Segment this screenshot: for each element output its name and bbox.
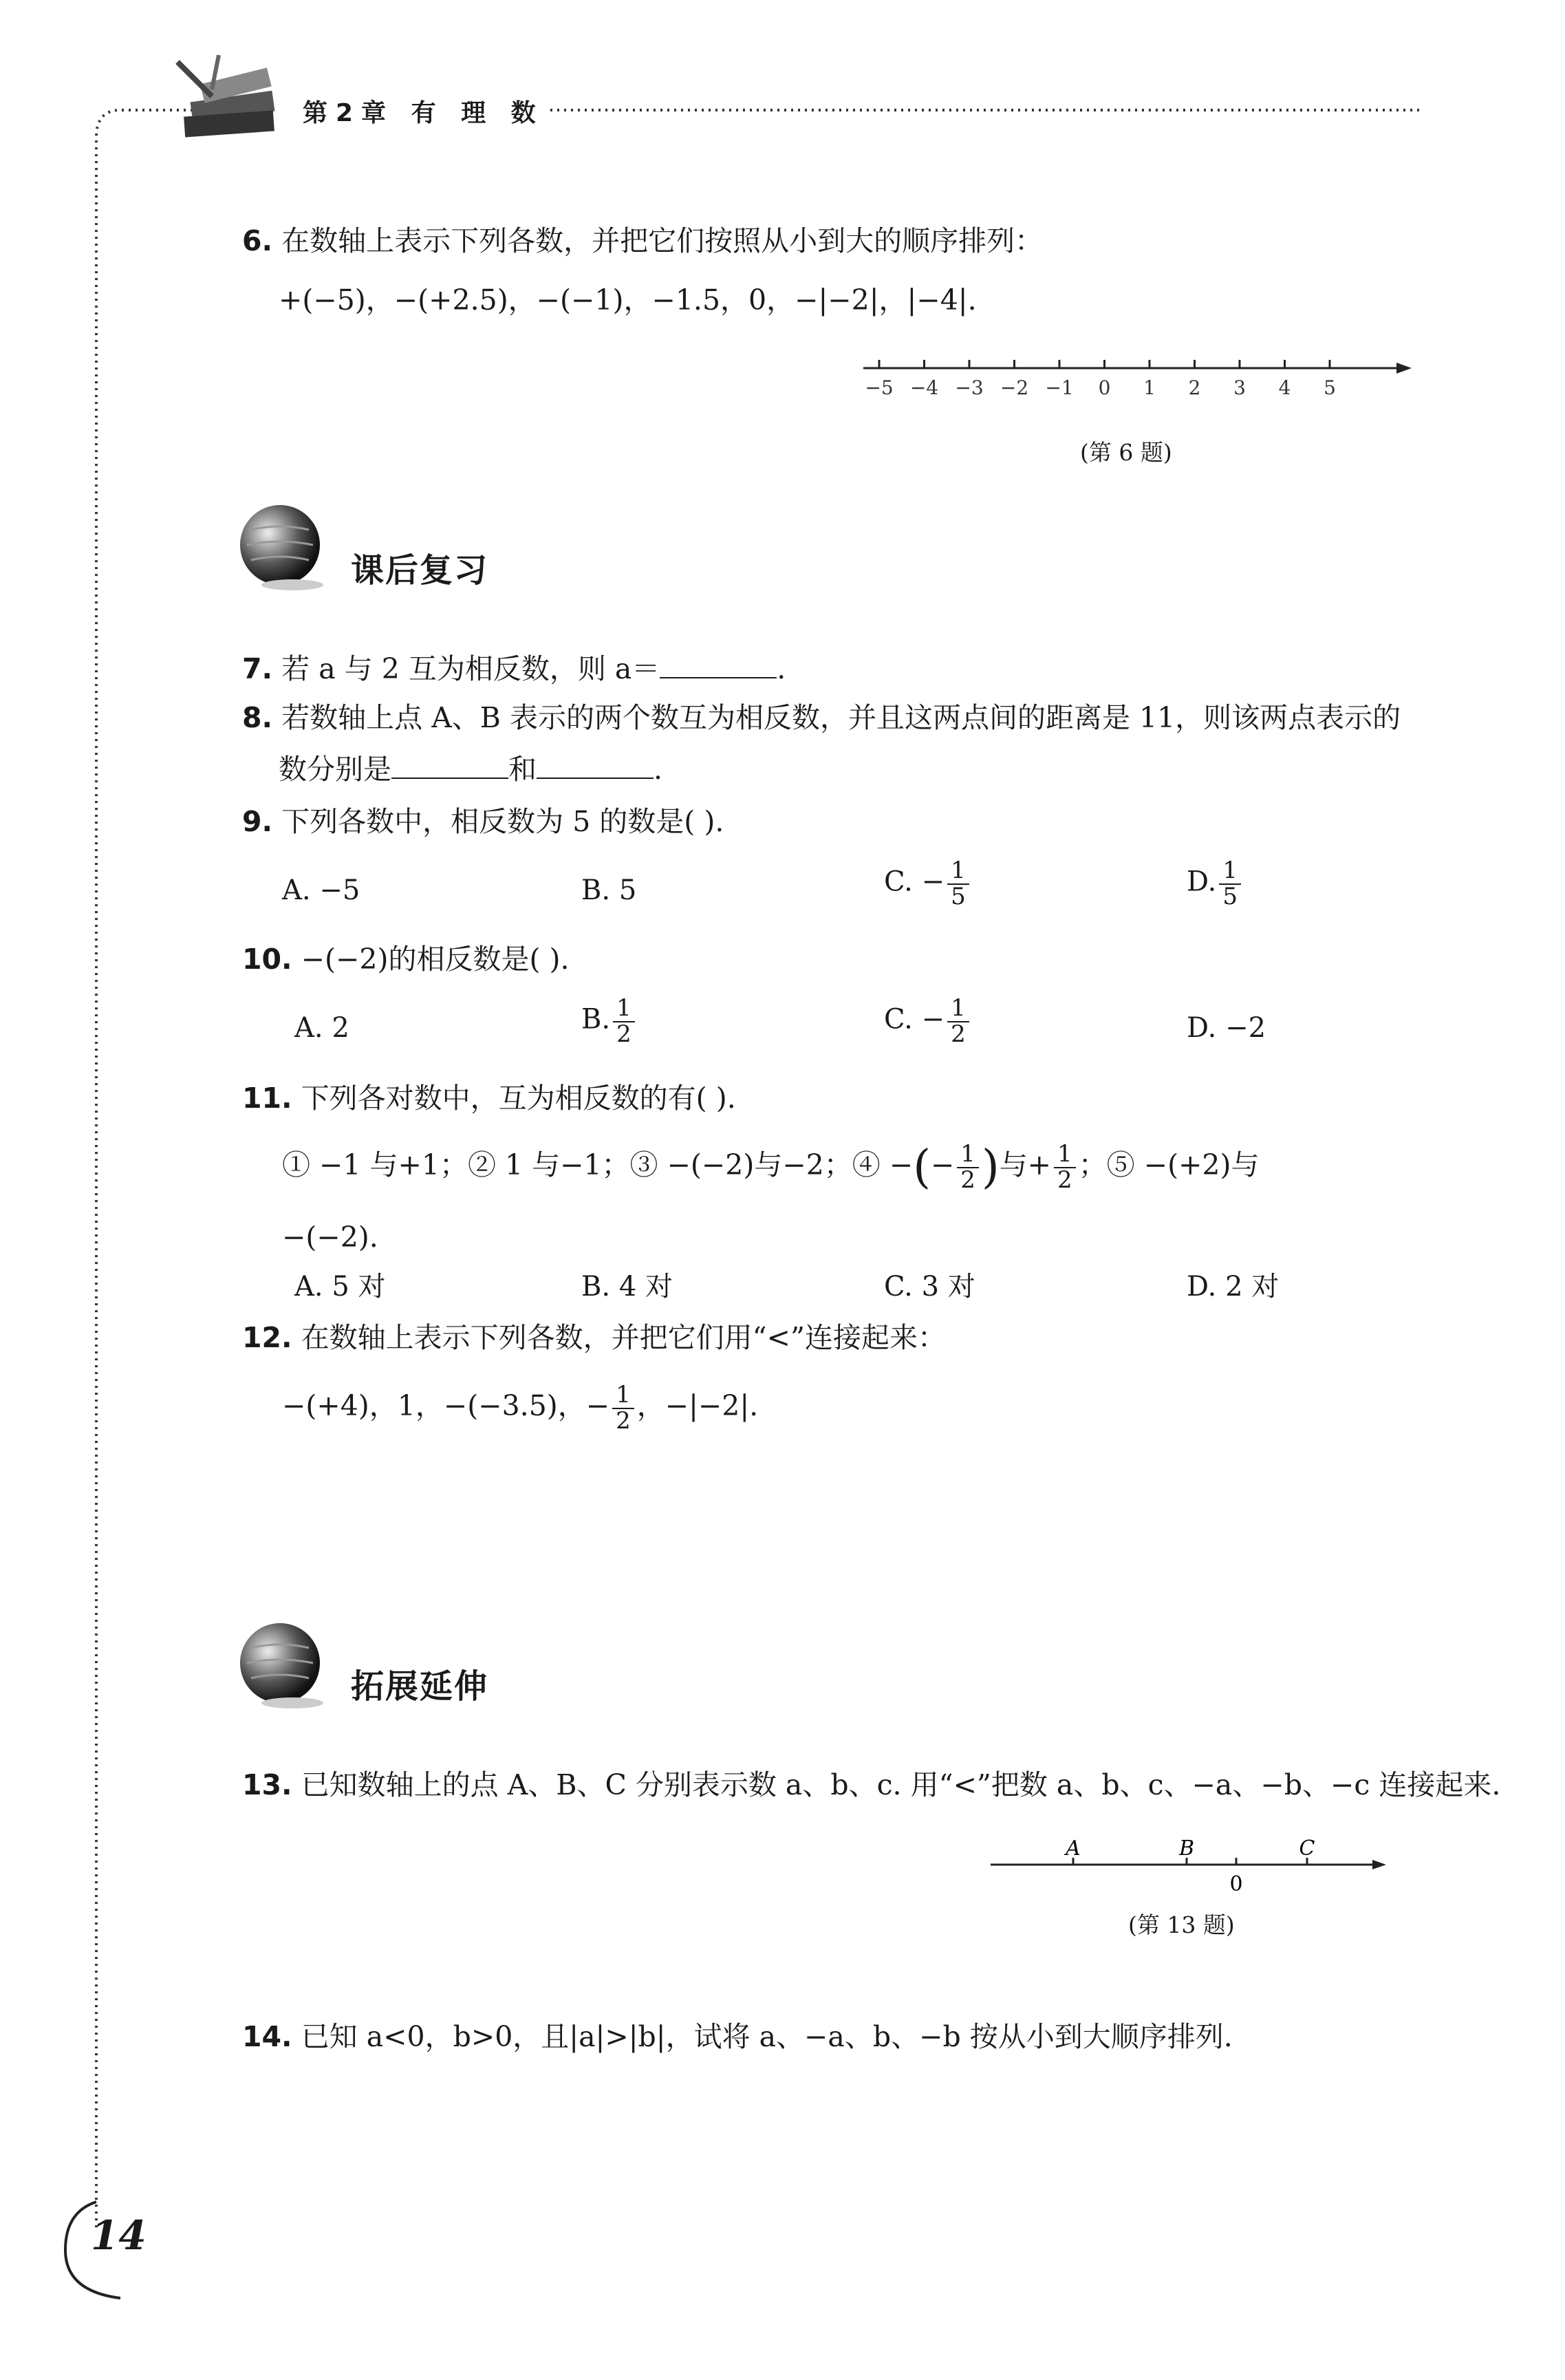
question-number: 12. <box>242 1321 292 1354</box>
question-text: 在数轴上表示下列各数，并把它们用“<”连接起来： <box>301 1321 946 1354</box>
question-text: 数分别是 <box>279 753 391 786</box>
option-label: D. <box>1187 866 1217 898</box>
origin-label: 0 <box>1229 1872 1243 1896</box>
fraction: $\frac{1}{5}$ <box>947 859 969 909</box>
option-label: C. − <box>884 1003 945 1036</box>
question-9 <box>242 802 724 841</box>
question-8-line2 <box>279 750 662 789</box>
question-number: 14. <box>242 2020 292 2053</box>
section-title-extension: 拓展延伸 <box>351 1667 489 1706</box>
question-6 <box>242 222 1043 260</box>
question-number: 10. <box>242 943 292 976</box>
option-b[interactable]: B. 4 对 <box>581 1271 673 1302</box>
tick-label: −5 <box>865 376 894 399</box>
point-label-a: A <box>1066 1836 1081 1861</box>
question-text: 已知 a<0，b>0，且|a|>|b|，试将 a、−a、b、−b 按从小到大顺序排列. <box>301 2020 1233 2053</box>
books-icon <box>171 48 288 151</box>
fraction: $\frac{1}{2}$ <box>1054 1142 1076 1192</box>
question-text: 若 a 与 2 互为相反数，则 a＝ <box>281 652 660 685</box>
fraction: $\frac{1}{2}$ <box>612 1383 634 1433</box>
option-label: B. <box>581 1003 611 1036</box>
option-c[interactable] <box>884 996 972 1047</box>
chapter-header: 第2章 有 理 数 <box>303 99 544 127</box>
number-line-q6 <box>853 347 1417 409</box>
question-12 <box>242 1318 946 1357</box>
question-number: 9. <box>242 805 273 838</box>
option-d[interactable]: D. −2 <box>1187 1012 1266 1044</box>
question-11 <box>242 1079 736 1117</box>
option-d[interactable] <box>1187 859 1244 909</box>
tick-label: 3 <box>1233 376 1246 399</box>
globe-icon <box>237 502 334 599</box>
answer-blank[interactable] <box>391 754 508 779</box>
question-text: . <box>654 753 663 786</box>
tick-label: −2 <box>1000 376 1029 399</box>
fraction: $\frac{1}{5}$ <box>1219 859 1241 909</box>
number-line-q13 <box>984 1830 1396 1899</box>
page-number: 14 <box>91 2212 147 2259</box>
question-11-items: ① −1 与+1；② 1 与−1；③ −(−2)与−2；④ −(− $\frac{1}{2}$ )与+ $\frac{1}{2}$ ；⑤ −(+2)与 <box>282 1140 1260 1194</box>
option-c[interactable] <box>884 859 972 909</box>
question-number: 11. <box>242 1082 292 1115</box>
option-a[interactable]: A. 2 <box>294 1012 349 1044</box>
tick-label: 2 <box>1188 376 1201 399</box>
question-number: 8. <box>242 701 273 734</box>
tick-label: 5 <box>1324 376 1336 399</box>
item-text: ，−|−2|. <box>636 1389 759 1423</box>
question-text: 下列各数中，相反数为 5 的数是( ). <box>281 805 724 838</box>
question-text: −(−2)的相反数是( ). <box>301 943 570 976</box>
point-label-c: C <box>1299 1836 1315 1861</box>
question-text: 若数轴上点 A、B 表示的两个数互为相反数，并且这两点间的距离是 11，则该两点表示的 <box>281 701 1401 734</box>
item-text: ；⑤ −(+2)与 <box>1078 1148 1260 1182</box>
question-8 <box>242 698 1401 737</box>
option-a[interactable]: A. 5 对 <box>294 1271 386 1302</box>
option-c[interactable]: C. 3 对 <box>884 1271 975 1302</box>
question-text: 在数轴上表示下列各数，并把它们按照从小到大的顺序排列： <box>281 224 1044 257</box>
question-11-line2: −(−2). <box>282 1221 378 1254</box>
tick-label: 4 <box>1278 376 1291 399</box>
option-a[interactable]: A. −5 <box>282 875 360 906</box>
tick-label: −3 <box>955 376 984 399</box>
answer-blank[interactable] <box>660 654 777 678</box>
question-14 <box>242 2017 1233 2056</box>
tick-label: 1 <box>1143 376 1156 399</box>
fraction: $\frac{1}{2}$ <box>613 996 635 1047</box>
point-label-b: B <box>1178 1836 1195 1861</box>
question-text: 已知数轴上的点 A、B、C 分别表示数 a、b、c. 用“<”把数 a、b、c、−a、−b、−c 连接起来. <box>301 1768 1501 1801</box>
option-label: C. − <box>884 866 945 898</box>
figure-caption-q6: (第 6 题) <box>1080 439 1172 466</box>
question-number: 13. <box>242 1768 292 1801</box>
question-number: 6. <box>242 224 273 257</box>
fraction: $\frac{1}{2}$ <box>947 996 969 1047</box>
option-b[interactable]: B. 5 <box>581 875 637 906</box>
question-text: 和 <box>508 753 537 786</box>
item-text: 与+ <box>999 1148 1052 1182</box>
globe-icon <box>237 1620 334 1717</box>
fraction: $\frac{1}{2}$ <box>957 1142 979 1192</box>
question-text-end: . <box>777 652 786 685</box>
question-7 <box>242 650 786 688</box>
question-12-numbers <box>282 1383 758 1433</box>
item-text: ① −1 与+1；② 1 与−1；③ −(−2)与−2；④ − <box>282 1148 914 1182</box>
question-10 <box>242 940 570 978</box>
question-text: 下列各对数中，互为相反数的有( ). <box>301 1082 736 1115</box>
tick-label: −4 <box>909 376 939 399</box>
option-d[interactable]: D. 2 对 <box>1187 1271 1280 1302</box>
section-title-review: 课后复习 <box>351 551 489 590</box>
item-text: −(+4)，1，−(−3.5)，− <box>282 1389 610 1423</box>
question-6-numbers: +(−5)，−(+2.5)，−(−1)，−1.5，0，−|−2|，|−4|. <box>279 283 977 317</box>
tick-label: 0 <box>1098 376 1111 399</box>
tick-label: −1 <box>1045 376 1074 399</box>
figure-caption-q13: (第 13 题) <box>1128 1911 1235 1938</box>
option-b[interactable] <box>581 996 638 1047</box>
question-13 <box>242 1766 1500 1804</box>
question-number: 7. <box>242 652 273 685</box>
answer-blank[interactable] <box>537 754 654 779</box>
